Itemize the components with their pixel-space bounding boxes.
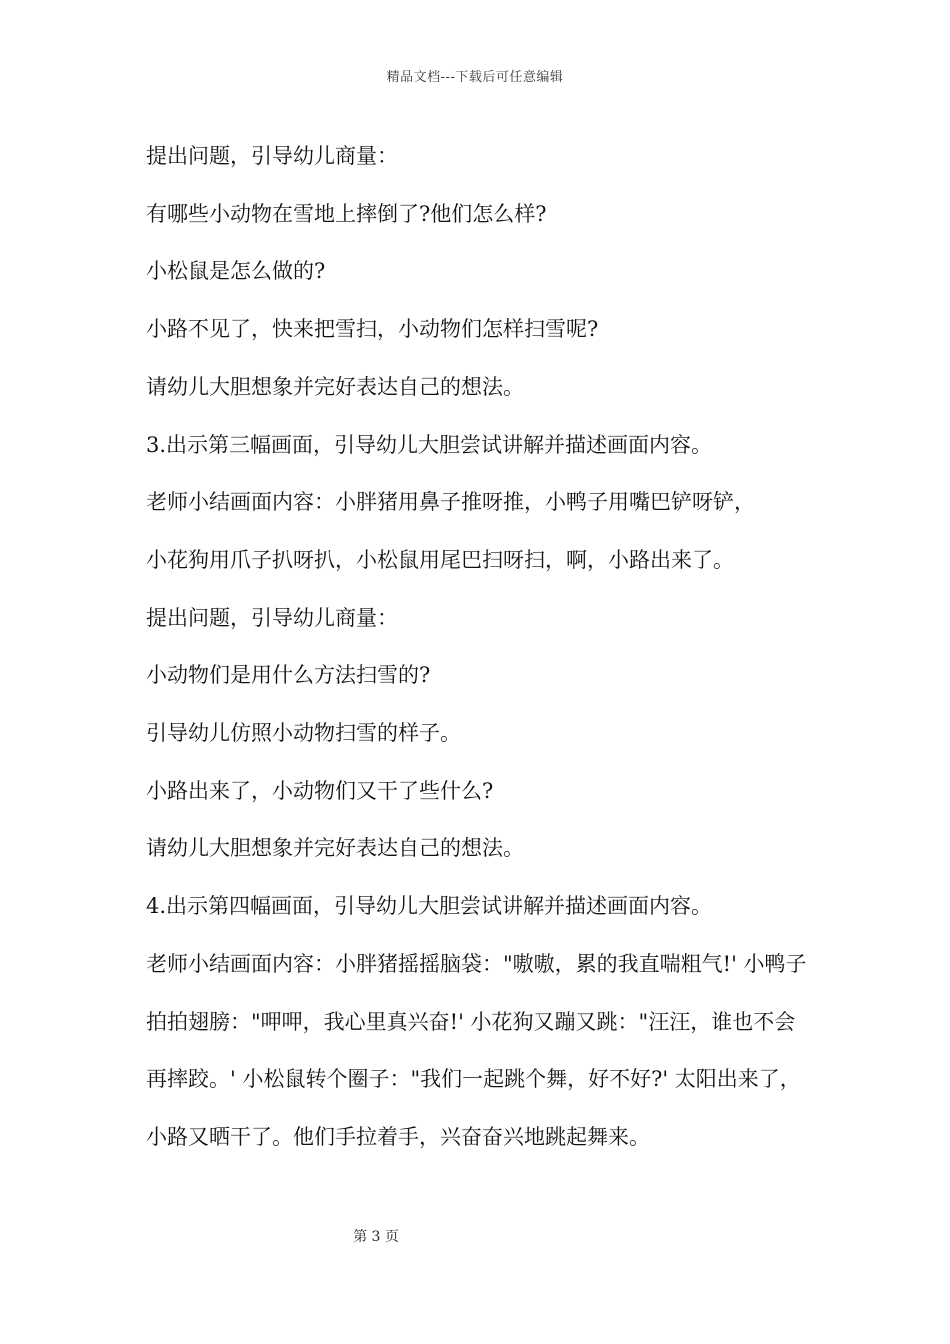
paragraph: 老师小结画面内容：小胖猪摇摇脑袋："嗷嗷，累的我直喘粗气!' 小鸭子拍拍翅膀："呷呷，我心里真兴奋!' 小花狗又蹦又跳："汪汪，谁也不会再摔跤。' 小松鼠转个圈子："我们一起跳个舞，好不好?' 太阳出来了，小路又晒干了。他们手拉着手，兴奋奋兴地跳起舞来。	[146, 951, 807, 1149]
paragraph: 有哪些小动物在雪地上摔倒了?他们怎么样?	[146, 201, 547, 226]
paragraph: 引导幼儿仿照小动物扫雪的样子。	[146, 721, 461, 746]
paragraph: 提出问题，引导幼儿商量：	[146, 144, 398, 168]
document-body	[146, 128, 810, 1167]
paragraph: 小路出来了，小动物们又干了些什么?	[146, 778, 494, 803]
paragraph: 3.出示第三幅画面，引导幼儿大胆尝试讲解并描述画面内容。	[146, 432, 713, 457]
paragraph: 老师小结画面内容：小胖猪用鼻子推呀推，小鸭子用嘴巴铲呀铲，	[146, 490, 755, 515]
paragraph: 小松鼠是怎么做的?	[146, 259, 326, 284]
paragraph: 小路不见了，快来把雪扫，小动物们怎样扫雪呢?	[146, 317, 599, 342]
paragraph: 提出问题，引导幼儿商量：	[146, 605, 398, 630]
paragraph: 请幼儿大胆想象并完好表达自己的想法。	[146, 836, 524, 861]
paragraph: 4.出示第四幅画面，引导幼儿大胆尝试讲解并描述画面内容。	[146, 894, 713, 919]
page-number: 第 3 页	[353, 1229, 399, 1245]
paragraph: 请幼儿大胆想象并完好表达自己的想法。	[146, 374, 524, 399]
paragraph: 小动物们是用什么方法扫雪的?	[146, 663, 431, 688]
page-header: 精品文档---下载后可任意编辑	[386, 70, 564, 85]
paragraph: 小花狗用爪子扒呀扒，小松鼠用尾巴扫呀扫，啊，小路出来了。	[146, 547, 734, 572]
